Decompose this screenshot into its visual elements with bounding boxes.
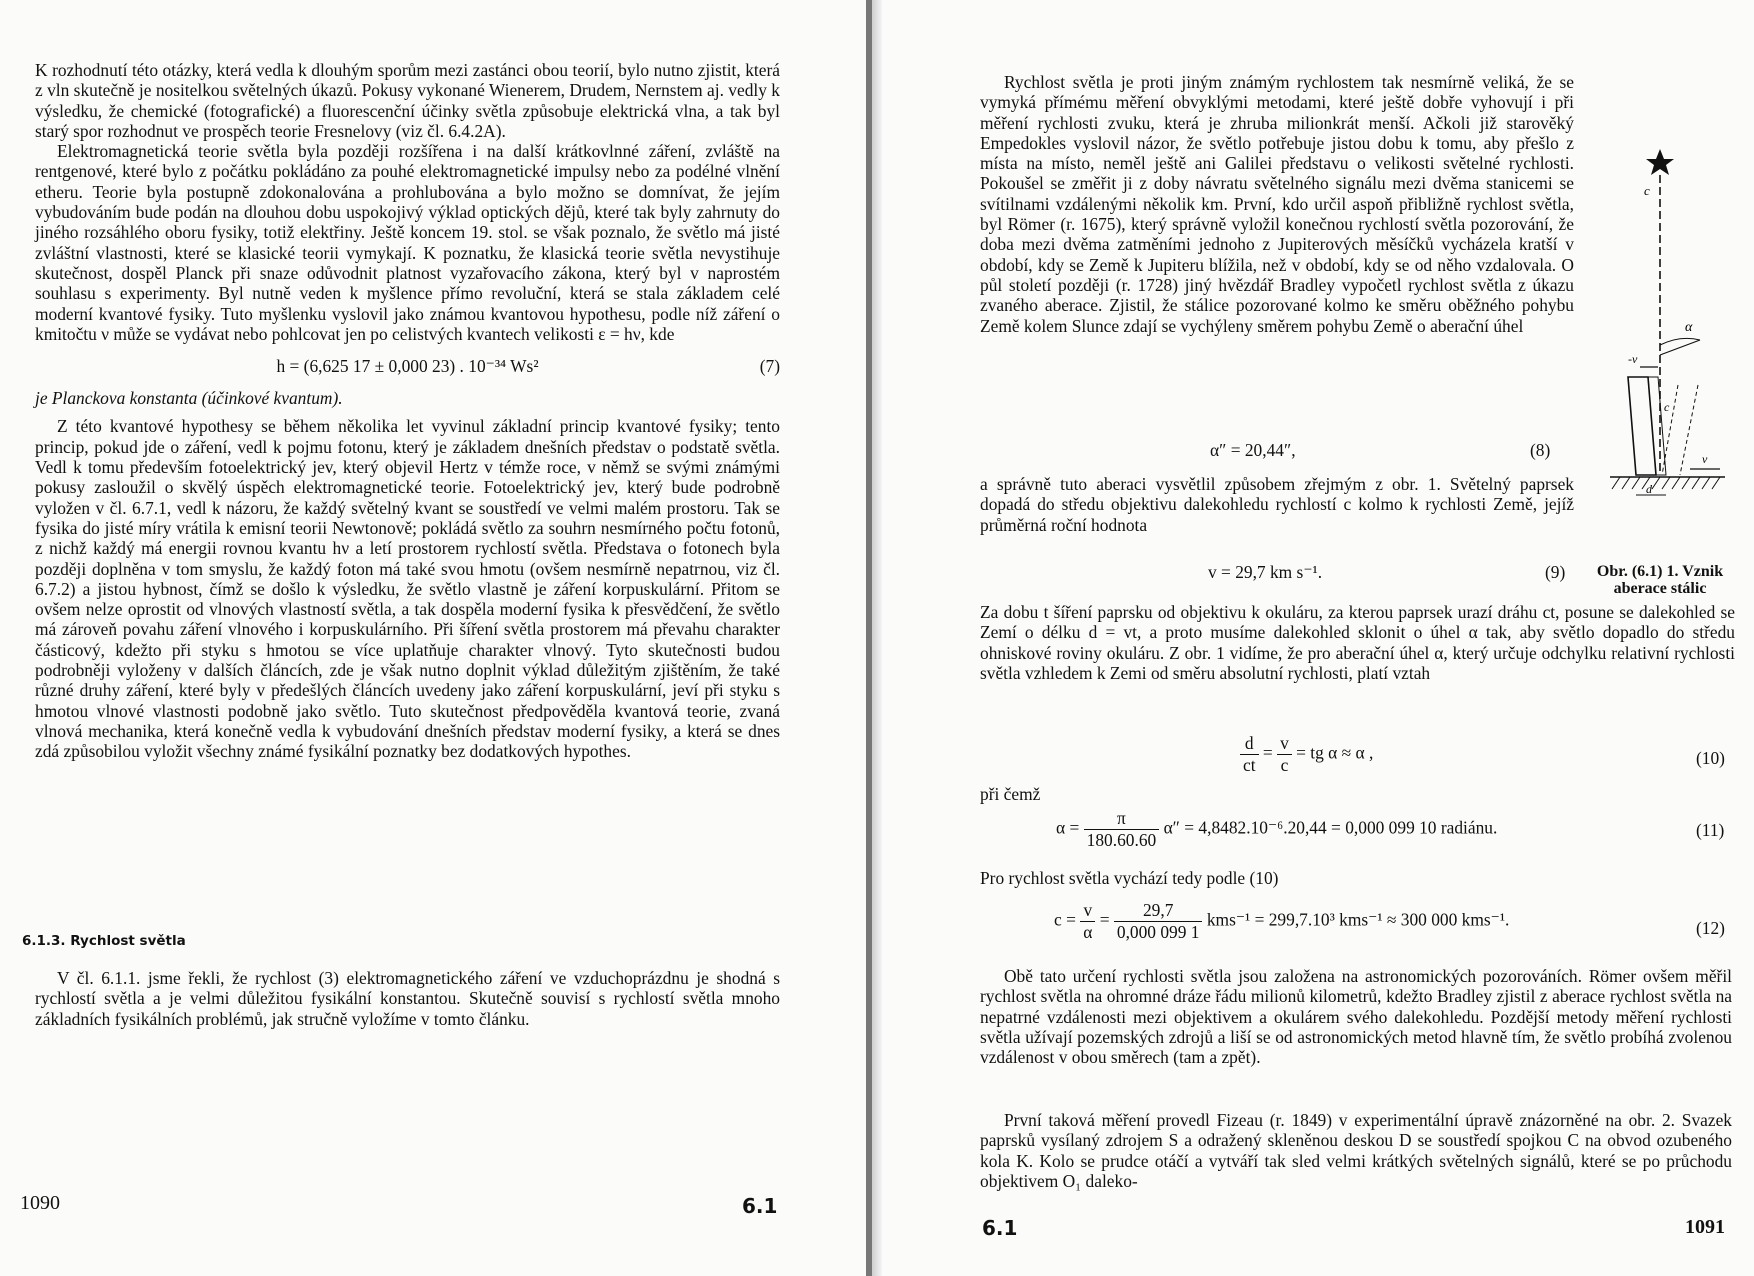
telescope-dashed-1 <box>1662 385 1678 475</box>
left-text-column-2 <box>35 968 780 1029</box>
ground-hatching <box>1612 477 1720 489</box>
paragraph: Rychlost světla je proti jiným známým rychlostem tak nesmírně veliká, že se vymyká přímému měření obvyklými metodami, které ještě dobře vyhovují i při měření rychlosti zvuku, která je zhruba milionkrát menší. Ačkoli již starověký Empedokles vyslovil názor, že světlo potřebuje jistou dobu k tomu, aby přešlo z místa na místo, neměl ještě ani Galilei představu o velikosti světelné rychlosti. Pokoušel se změřit ji z doby návratu světelného signálu mezi dvěma stanicemi se svítilnami vzdálenými několik km. První, kdo určil aspoň přibližně rychlost světla, byl Römer (r. 1675), který správně vyložil konečnou rychlostí světla pozorování, že doba mezi dvěma zatměními jednoho z Jupiterových měsíčků vycházela kratší v období, kdy se Země k Jupiteru blížila, než v období, kdy se od něho vzdalovala. O půl století později (r. 1728) jiný hvězdář Bradley vypočetl rychlost světla z úkazu zvaného aberace. Zjistil, že stálice pozorované kolmo ke směru oběžného pohybu Země kolem Slunce zdají se vychýleny směrem pohybu Země o aberační úhel <box>980 72 1574 336</box>
fraction-denominator: ct <box>1243 755 1256 775</box>
equation-number: (12) <box>1696 918 1725 938</box>
label-v: v <box>1702 452 1708 466</box>
fraction-numerator: π <box>1084 808 1160 830</box>
fraction-denominator: 0,000 099 1 <box>1116 922 1200 942</box>
label-c2: c <box>1664 400 1670 414</box>
equation-text: kms⁻¹ = 299,7.10³ kms⁻¹ ≈ 300 000 kms⁻¹. <box>1206 909 1510 930</box>
equation-text: = tg α ≈ α , <box>1296 742 1374 763</box>
text-line: Pro rychlost světla vychází tedy podle (10) <box>980 868 1279 888</box>
equation-number: (11) <box>1696 820 1725 840</box>
paragraph: a správně tuto aberaci vysvětlil způsobem zřejmým z obr. 1. Světelný paprsek dopadá do středu objektivu dalekohledu rychlostí c kolmo k rychlosti Země, jejíž průměrná roční hodnota <box>980 474 1574 535</box>
paragraph: Z této kvantové hypothesy se během několika let vyvinul základní princip kvantové fysiky; tento princip, pokud jde o záření, vedl k pojmu fotonu, který je základem dnešních představ o podstatě světla. Vedl k tomu především fotoelektrický jev, který objevil Hertz v témže roce, v němž se svými známými pokusy zasloužil o skvělý úspěch elektromagnetické teorie. Fotoelektrický jev, který bude podrobně vyložen v čl. 6.7.1, vedl k názoru, že každý světelný kvant se soustředí ve velmi malém prostoru. Tak se fysika do jisté míry vrátila k emisní teorii Newtonově; pokládá světlo za souhrn nesmírného počtu fotonů, z nichž každý má energii rovnou kvantu hν a letí prostorem rychlostí světla. Představa o fotonech byla později doplněna v tom smyslu, že každý foton má také svou hmotu (ovšem nesmírně nepatrnou, viz čl. 6.7.2) a jistou hybnost, čímž se došlo k výsledku, že světlo vlastně je záření korpuskulární. Přitom se ovšem nelze oprostit od vlnových vlastností světla, a tak dospěla moderní fysika k přesvědčení, že světlo má zároveň povahu záření vlnového i korpuskulárního. Při šíření světla prostorem má převahu charakter částicový, kdežto při styku s hmotou se více uplatňuje charakter vlnový. Tyto skutečnosti budou podrobněji vyloženy v dalších článcích, zde je však nutno doplnit výklad důležitým zjištěním, že také různé druhy záření, které byly v předešlých článcích uvedeny jako záření korpuskulární, jeví při styku s hmotou vlnové vlastnosti podobně jako světlo. Tuto skutečnost předpověděla kvantová teorie, zvaná vlnová mechanika, která konečně vedla k vybudování dnešních představ moderní fysiky, a která se dnes zdá způsobilou vyložit všechny známé fysikální poznatky bez dodatkových hypothes. <box>35 416 780 762</box>
fraction <box>1277 733 1292 776</box>
equation-number: (9) <box>1545 562 1566 582</box>
equation-11 <box>1056 808 1497 851</box>
equation-text: α = <box>1056 817 1080 838</box>
label-minus-v: -v <box>1628 352 1638 366</box>
paragraph: Za dobu t šíření paprsku od objektivu k okuláru, za kterou paprsek urazí dráhu ct, posune se dalekohled se Zemí o délku d = vt, a proto musíme dalekohled sklonit o úhel α tak, aby světlo dopadlo do středu ohniskové roviny okuláru. Z obr. 1 vidíme, že pro aberační úhel α, který určuje odchylku relativní rychlosti světla vzhledem k Zemi od směru absolutní rychlosti, platí vztah <box>980 602 1735 683</box>
paragraph: V čl. 6.1.1. jsme řekli, že rychlost (3) elektromagnetického záření ve vzduchoprázdnu je shodná s rychlostí světla a je velmi důležitou fysikální konstantou. Skutečně souvisí s rychlostí světla mnoho základních fysikálních problémů, jak stručně vyložíme v tomto článku. <box>35 968 780 1029</box>
paragraph: Elektromagnetická teorie světla byla později rozšířena i na další krátkovlnné záření, zvláště na rentgenové, které bylo z počátku pokládáno za pouhé elektromagnetické impulsy nebo za podélné vlnění etheru. Teorie byla postupně zdokonalována a prohlubována a bylo možno se domnívat, že jejím vybudováním bude podán na dlouhou dobu uspokojivý výklad optických dějů, které tak byly zahrnuty do jiného rozsáhlého oboru fysiky, totiž elektřiny. Ještě koncem 19. stol. se však poznalo, že světlo má jisté zvláštní vlastnosti, které se klasické teorii vymykají. K poznatku, že klasická teorie světla nevystihuje skutečnost, dospěl Planck při snaze odůvodnit platnost vyzařovacího zákona, který byl v naprostém souhlasu s experimenty. Byl nutně veden k myšlence přímo revoluční, která se stala základem celé moderní kvantové fysiky. Tuto myšlenku vyslovil jako známou kvantovou hypothesu, podle níž záření o kmitočtu ν může se vydávat nebo pohlcovat jen po celistvých kvantech velikosti ε = hν, kde <box>35 141 780 344</box>
fraction <box>1080 900 1095 943</box>
fraction-denominator: α <box>1083 922 1093 942</box>
equation-text: α″ = 4,8482.10⁻⁶.20,44 = 0,000 099 10 radiánu. <box>1163 817 1498 838</box>
label-d: d <box>1646 482 1652 496</box>
star-icon <box>1646 149 1674 175</box>
equation-10: $\frac{d}{ct}$ = $\frac{v}{c}$ = tg α ≈ α , <box>1240 733 1373 776</box>
equation-7 <box>35 356 780 378</box>
equation-9: v = 29,7 km s⁻¹. <box>1208 562 1323 582</box>
section-number: 6.1 <box>742 1194 778 1218</box>
telescope-inner <box>1648 377 1666 475</box>
paragraph: K rozhodnutí této otázky, která vedla k dlouhým sporům mezi zastánci obou teorií, bylo nutno zjistit, která z vln skutečně je nositelkou světelných úkazů. Pokusy vykonané Wienerem, Drudem, Nernstem aj. vedly k výsledku, že chemické (fotografické) a fluorescenční účinky světla způsobuje elektrická vlna, a tak byl starý spor rozhodnut ve prospěch teorie Fresnelovy (viz čl. 6.4.2A). <box>35 60 780 141</box>
fraction <box>1114 900 1203 943</box>
fraction <box>1084 808 1160 851</box>
fraction-denominator: c <box>1280 755 1289 775</box>
paragraph: První taková měření provedl Fizeau (r. 1849) v experimentální úpravě znázorněné na obr. 2. Svazek paprsků vysílaný zdrojem S a odražený skleněnou deskou D se soustředí spojkou C na obvod ozubeného kola K. Kolo se prudce otáčí a vytváří tak sled velmi krátkých světelných signálů, které se po průchodu objektivem O₁ daleko- <box>980 1110 1732 1191</box>
section-heading: 6.1.3. Rychlost světla <box>22 933 186 949</box>
page-number: 1091 <box>1685 1216 1725 1238</box>
fraction-denominator: 180.60.60 <box>1086 830 1157 850</box>
fraction-numerator: 29,7 <box>1114 900 1203 922</box>
label-c: c <box>1644 183 1650 198</box>
fraction-numerator: v <box>1080 900 1095 922</box>
equation-8: α″ = 20,44″, <box>1210 440 1296 460</box>
equation-number: (8) <box>1530 440 1551 460</box>
paragraph: je Planckova konstanta (účinkové kvantum). <box>35 388 343 409</box>
equation-text: h = (6,625 17 ± 0,000 23) . 10⁻³⁴ Ws² <box>276 356 539 377</box>
figure-caption: Obr. (6.1) 1. Vznik aberace stálic <box>1596 563 1724 597</box>
equation-number: (10) <box>1696 748 1725 768</box>
fraction <box>1240 733 1259 776</box>
aberration-figure <box>1590 145 1730 575</box>
left-text-column <box>35 60 780 762</box>
paragraph: Obě tato určení rychlosti světla jsou založena na astronomických pozorováních. Römer ovšem měřil rychlost světla na ohromné dráze řádu milionů kilometrů, kdežto Bradley zjistil z aberace rychlost světla na nepatrné vzdálenosti mezi objektivem a okulárem svého dalekohledu. Pozdější metody měření rychlosti světla užívají pozemských zdrojů a liší se od astronomických metod hlavně tím, že světlo probíhá zvolenou vzdálenost v obou směrech (tam a zpět). <box>980 966 1732 1068</box>
equation-12: c = $\frac{v}{\alpha}$ = $\frac{29,7}{0,000 099 1}$ kms⁻¹ = 299,7.10³ kms⁻¹ ≈ 300 000 kms⁻¹. <box>1054 900 1510 942</box>
book-gutter-shadow <box>872 0 882 1276</box>
equation-number: (7) <box>759 356 780 377</box>
fraction-numerator: d <box>1240 733 1259 755</box>
page-number: 1090 <box>20 1192 60 1214</box>
label-alpha: α <box>1685 320 1693 335</box>
fraction-numerator: v <box>1277 733 1292 755</box>
left-page <box>0 0 866 1276</box>
equation-text: c = <box>1054 909 1076 930</box>
text-line: při čemž <box>980 784 1041 804</box>
telescope-dashed-2 <box>1680 385 1698 475</box>
section-number: 6.1 <box>982 1216 1018 1240</box>
